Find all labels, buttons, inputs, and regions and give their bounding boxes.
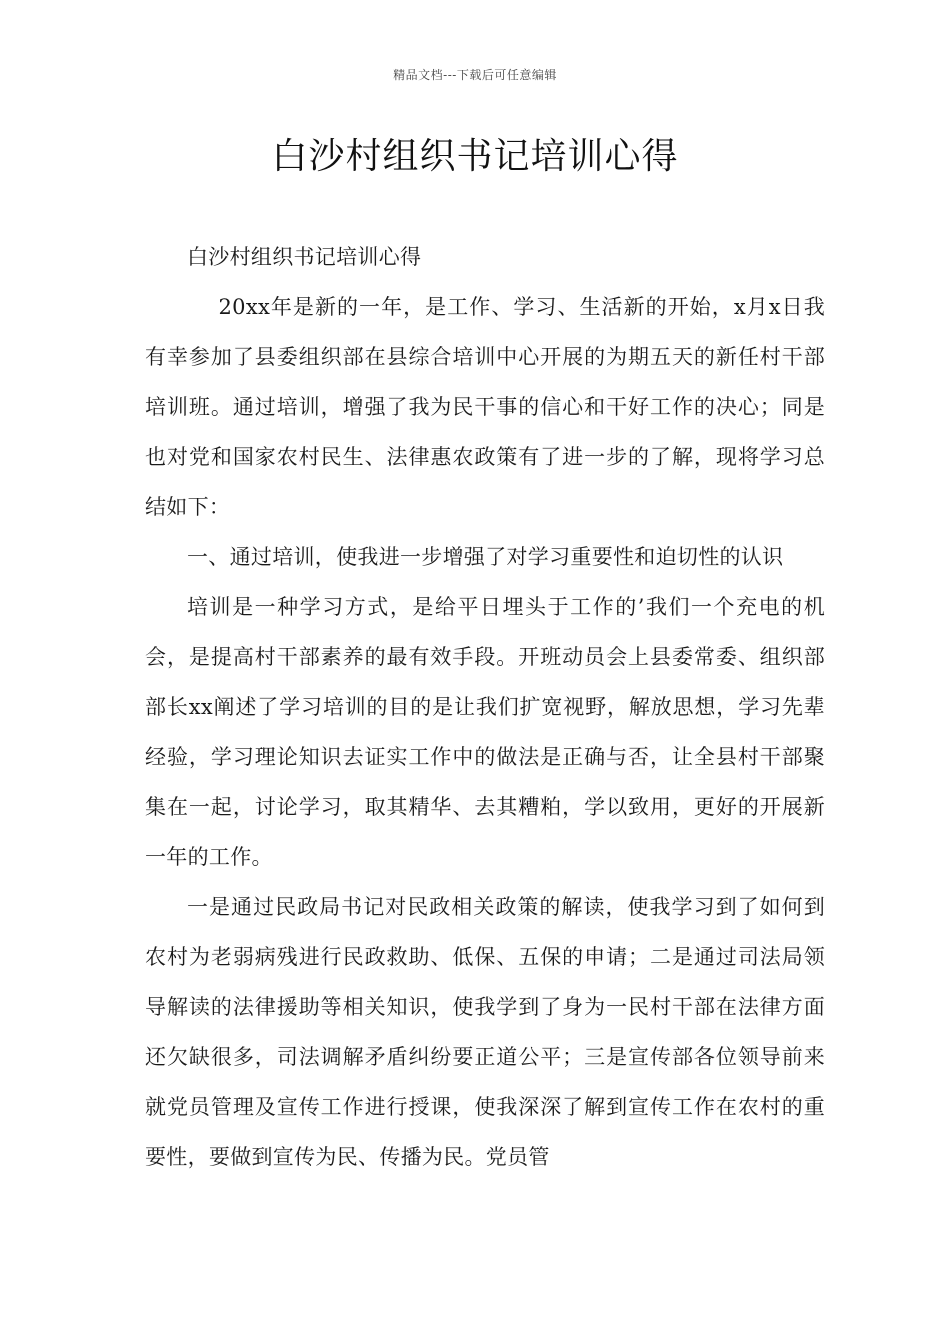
paragraph-details: 一是通过民政局书记对民政相关政策的解读，使我学习到了如何到农村为老弱病残进行民政救助、低保、五保的申请；二是通过司法局领导解读的法律援助等相关知识，使我学到了身为一民村干部在法律方面还欠缺很多，司法调解矛盾纠纷要正道公平；三是宣传部各位领导前来就党员管理及宣传工作进行授课，使我深深了解到宣传工作在农村的重要性，要做到宣传为民、传播为民。党员管 bbox=[145, 895, 825, 1169]
header-note: 精品文档---下载后可任意编辑 bbox=[393, 68, 557, 82]
paragraph-intro: 20xx年是新的一年，是工作、学习、生活新的开始，x月x日我有幸参加了县委组织部在县综合培训中心开展的为期五天的新任村干部培训班。通过培训，增强了我为民干事的信心和干好工作的决心；同是也对党和国家农村民生、法律惠农政策有了进一步的了解，现将学习总结如下： bbox=[145, 295, 825, 519]
paragraph-training: 培训是一种学习方式，是给平日埋头于工作的’我们一个充电的机会，是提高村干部素养的最有效手段。开班动员会上县委常委、组织部部长xx阐述了学习培训的目的是让我们扩宽视野，解放思想，学习先辈经验，学习理论知识去证实工作中的做法是正确与否，让全县村干部聚集在一起，讨论学习，取其精华、去其糟粕，学以致用，更好的开展新一年的工作。 bbox=[145, 595, 825, 869]
document-body bbox=[145, 232, 825, 1182]
document-title: 白沙村组织书记培训心得 bbox=[271, 136, 679, 177]
document-subtitle: 白沙村组织书记培训心得 bbox=[187, 245, 422, 269]
section-heading-1: 一、通过培训，使我进一步增强了对学习重要性和迫切性的认识 bbox=[187, 545, 784, 569]
